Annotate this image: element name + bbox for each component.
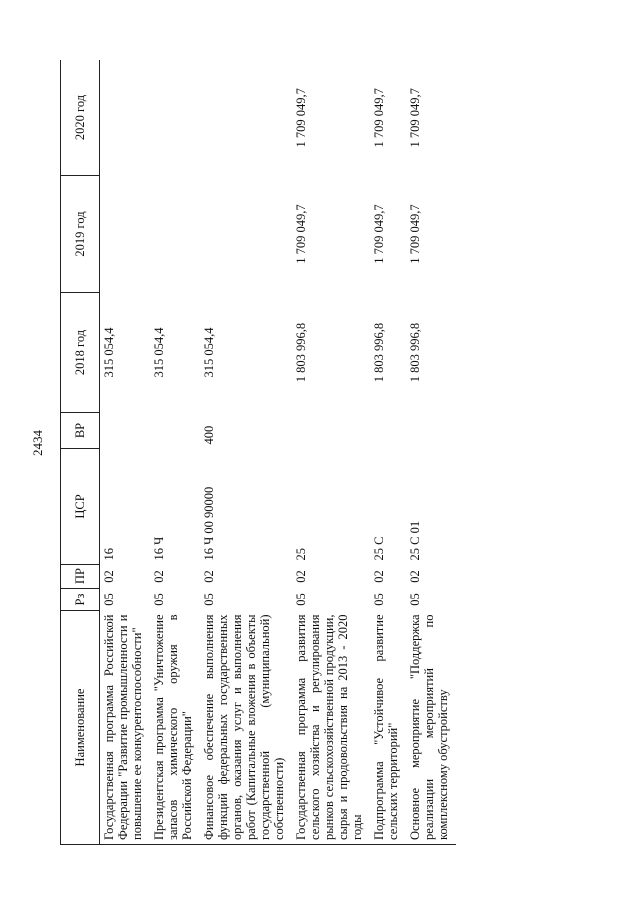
cell-name: Государственная программа развития сельского хозяйства и регулирования рынков сельскохозяйственной продукции, сырья и продовольствия на 2013 - 2020 годы bbox=[292, 611, 370, 845]
rotated-table-wrapper bbox=[60, 60, 625, 845]
cell-2018: 315 054,4 bbox=[102, 327, 116, 378]
cell-csr: 25 bbox=[294, 548, 308, 561]
cell-vr bbox=[150, 413, 200, 449]
cell-2020: 1 709 049,7 bbox=[292, 60, 370, 176]
table-row bbox=[292, 60, 370, 845]
cell-csr: 16 Ч 00 90000 bbox=[202, 486, 216, 561]
cell-2018: 315 054,4 bbox=[202, 327, 216, 378]
cell-2019 bbox=[150, 176, 200, 293]
header-row bbox=[61, 60, 100, 845]
header-pr: ПР bbox=[61, 565, 100, 589]
cell-name: Финансовое обеспечение выполнения функций федеральных государственных органов, оказания услуг и выполнения работ (Капитальные вложения в объекты государственной (муниципальной) собственности) bbox=[200, 611, 292, 845]
cell-2018: 1 803 996,8 bbox=[294, 322, 308, 383]
header-csr: ЦСР bbox=[61, 449, 100, 565]
cell-rz: 05 bbox=[294, 593, 308, 606]
cell-2020: 1 709 049,7 bbox=[406, 60, 456, 176]
cell-2018: 315 054,4 bbox=[152, 327, 166, 378]
table-body bbox=[100, 60, 457, 845]
header-name: Наименование bbox=[61, 611, 100, 845]
cell-2019: 1 709 049,7 bbox=[372, 204, 386, 264]
cell-vr bbox=[100, 413, 151, 449]
cell-2020 bbox=[150, 60, 200, 176]
cell-vr bbox=[292, 413, 370, 449]
cell-pr: 02 bbox=[152, 570, 166, 583]
table-row bbox=[406, 60, 456, 845]
cell-rz: 05 bbox=[372, 593, 386, 606]
cell-2018: 1 803 996,8 bbox=[372, 322, 386, 383]
cell-2020 bbox=[200, 60, 292, 176]
budget-table bbox=[60, 60, 456, 845]
cell-2019: 1 709 049,7 bbox=[408, 204, 422, 264]
table-row bbox=[200, 60, 292, 845]
cell-2019 bbox=[200, 176, 292, 293]
cell-name: Президентская программа "Уничтожение запасов химического оружия в Российской Федерации" bbox=[150, 611, 200, 845]
cell-rz: 05 bbox=[152, 593, 166, 606]
header-2019: 2019 год bbox=[61, 176, 100, 293]
cell-2020: 1 709 049,7 bbox=[370, 60, 406, 176]
cell-name: Основное мероприятие "Поддержка реализации мероприятий по комплексному обустройству bbox=[406, 611, 456, 845]
cell-pr: 02 bbox=[408, 570, 422, 583]
page-number-text: 2434 bbox=[30, 430, 45, 456]
cell-csr: 16 Ч bbox=[152, 536, 166, 561]
header-vr: ВР bbox=[61, 413, 100, 449]
cell-rz: 05 bbox=[102, 593, 116, 606]
header-rz: Рз bbox=[61, 589, 100, 611]
cell-pr: 02 bbox=[102, 570, 116, 583]
cell-2020 bbox=[100, 60, 151, 176]
cell-2019 bbox=[100, 176, 151, 293]
cell-rz: 05 bbox=[408, 593, 422, 606]
cell-csr: 25 С bbox=[372, 536, 386, 561]
page-number bbox=[18, 420, 58, 466]
cell-csr: 16 bbox=[102, 548, 116, 561]
table-row bbox=[150, 60, 200, 845]
cell-pr: 02 bbox=[294, 570, 308, 583]
cell-rz: 05 bbox=[202, 593, 216, 606]
cell-csr: 25 С 01 bbox=[408, 520, 422, 561]
cell-name: Подпрограмма "Устойчивое развитие сельских территорий" bbox=[370, 611, 406, 845]
table-row bbox=[100, 60, 151, 845]
rotated-page-content bbox=[60, 60, 625, 845]
cell-pr: 02 bbox=[202, 570, 216, 583]
header-2018: 2018 год bbox=[61, 293, 100, 413]
cell-2019: 1 709 049,7 bbox=[294, 204, 308, 264]
cell-vr bbox=[370, 413, 406, 449]
cell-pr: 02 bbox=[372, 570, 386, 583]
cell-vr bbox=[406, 413, 456, 449]
cell-2018: 1 803 996,8 bbox=[408, 322, 422, 383]
table-header bbox=[61, 60, 100, 845]
header-2020: 2020 год bbox=[61, 60, 100, 176]
cell-vr: 400 bbox=[202, 425, 216, 445]
table-row bbox=[370, 60, 406, 845]
cell-name: Государственная программа Российской Федерации "Развитие промышленности и повышение ее конкурентоспособности" bbox=[100, 611, 151, 845]
